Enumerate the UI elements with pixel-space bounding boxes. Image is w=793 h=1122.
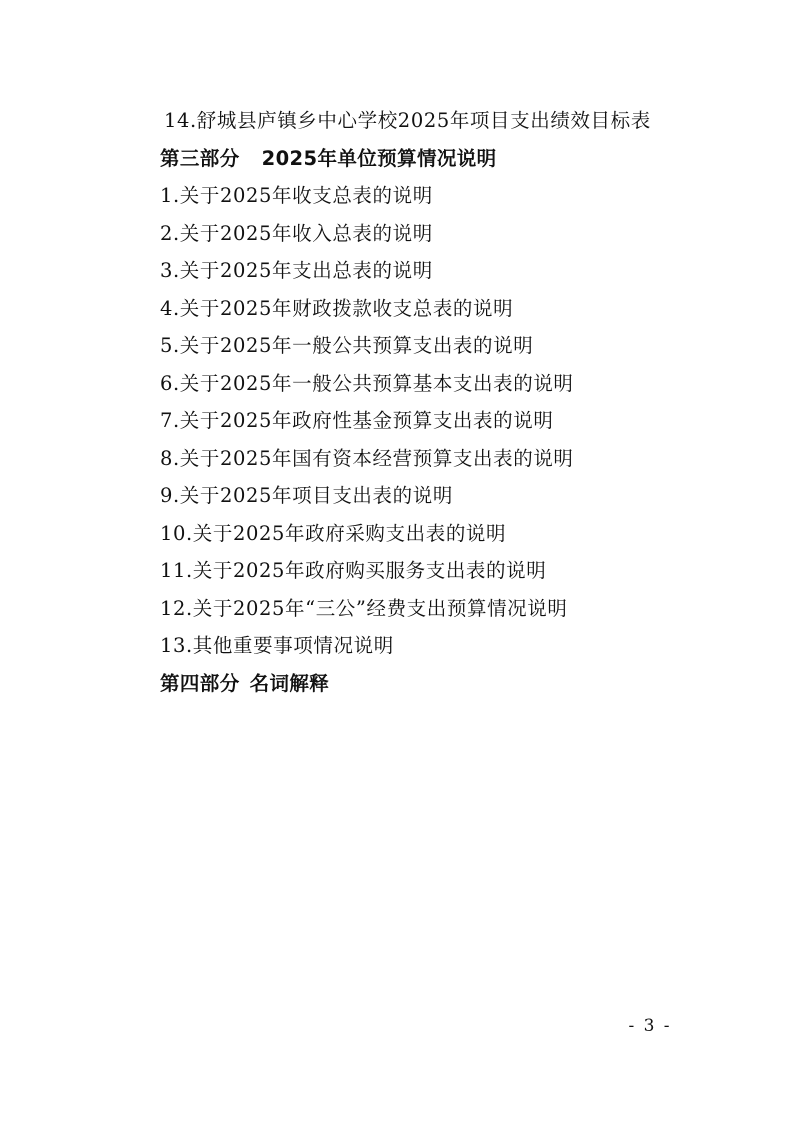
section-label: 第四部分: [160, 671, 240, 695]
section-title: 2025年单位预算情况说明: [261, 146, 497, 170]
section-heading-part-4: [160, 665, 720, 703]
section-title: 名词解释: [249, 671, 330, 695]
toc-item: 7.关于2025年政府性基金预算支出表的说明: [160, 409, 554, 432]
toc-item: 12.关于2025年“三公”经费支出预算情况说明: [160, 596, 568, 620]
toc-item: 4.关于2025年财政拨款收支总表的说明: [160, 296, 514, 320]
toc-item: 9.关于2025年项目支出表的说明: [160, 484, 453, 507]
toc-item: 10.关于2025年政府采购支出表的说明: [160, 521, 507, 545]
toc-item: 3.关于2025年支出总表的说明: [160, 259, 433, 282]
toc-item: 8.关于2025年国有资本经营预算支出表的说明: [160, 446, 574, 470]
toc-item: 13.其他重要事项情况说明: [160, 634, 394, 657]
toc-item: 1.关于2025年收支总表的说明: [160, 184, 433, 207]
section-label: 第三部分: [160, 146, 240, 170]
toc-item: 14.舒城县庐镇乡中心学校2025年项目支出绩效目标表: [164, 109, 651, 132]
toc-item: 2.关于2025年收入总表的说明: [160, 221, 433, 245]
toc-item: 6.关于2025年一般公共预算基本支出表的说明: [160, 371, 574, 395]
toc-item: 5.关于2025年一般公共预算支出表的说明: [160, 334, 534, 357]
table-of-contents: [160, 102, 720, 702]
toc-item: 11.关于2025年政府购买服务支出表的说明: [160, 559, 547, 582]
page-number: - 3 -: [628, 1016, 672, 1036]
section-heading-part-3: [160, 140, 720, 178]
